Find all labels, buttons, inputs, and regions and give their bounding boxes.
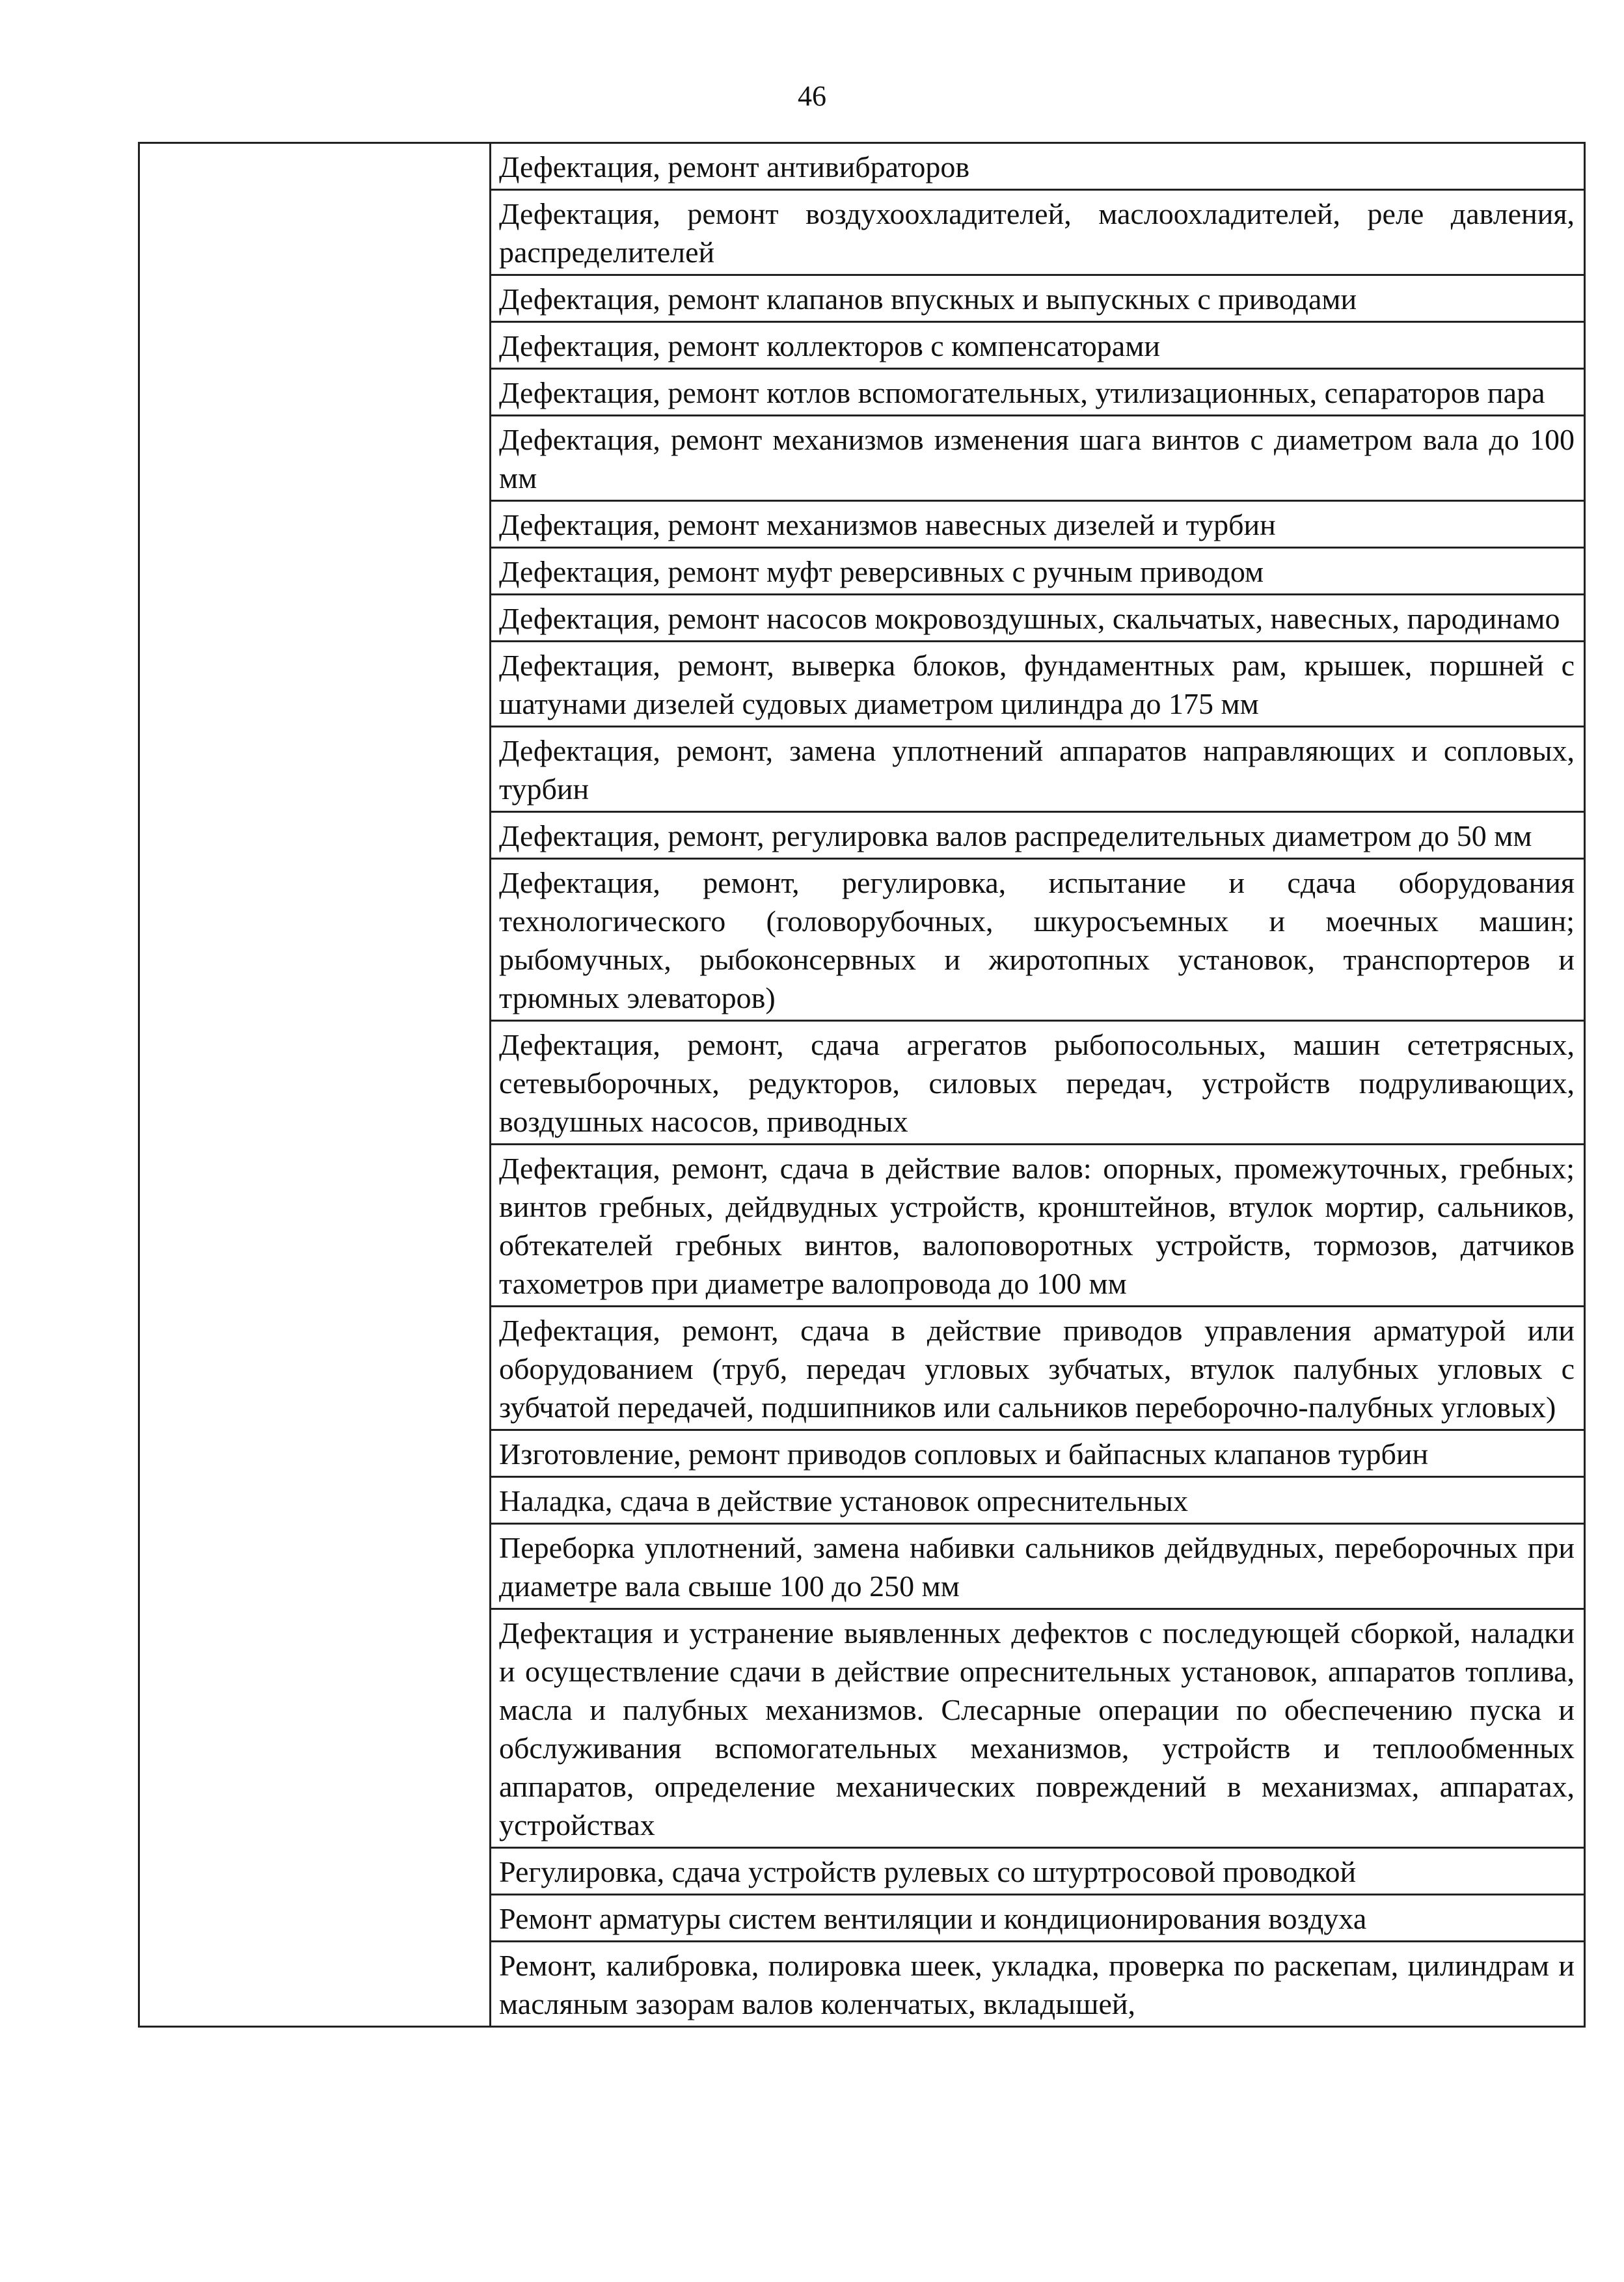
table-row-text: Дефектация, ремонт, выверка блоков, фундаментных рам, крышек, поршней с шатунами дизелей судовых диаметром цилиндра до 175 мм [491, 642, 1585, 727]
table-row-text: Дефектация, ремонт антивибраторов [491, 143, 1585, 190]
table-row [139, 143, 1585, 190]
table-row-text: Дефектация и устранение выявленных дефектов с последующей сборкой, наладки и осуществление сдачи в действие опреснительных установок, аппаратов топлива, масла и палубных механизмов. Слесарные операции по обеспечению пуска и обслуживания вспомогательных механизмов, устройств и теплообменных аппаратов, определение механических повреждений в механизмах, аппаратах, устройствах [491, 1609, 1585, 1848]
table-row-text: Изготовление, ремонт приводов сопловых и байпасных клапанов турбин [491, 1430, 1585, 1477]
table-row-text: Дефектация, ремонт коллекторов с компенсаторами [491, 322, 1585, 369]
table-row-text: Дефектация, ремонт муфт реверсивных с ручным приводом [491, 548, 1585, 595]
table-row-text: Регулировка, сдача устройств рулевых со штуртросовой проводкой [491, 1848, 1585, 1895]
table-row-text: Дефектация, ремонт насосов мокровоздушных, скальчатых, навесных, пародинамо [491, 595, 1585, 642]
table-row-text: Наладка, сдача в действие установок опреснительных [491, 1477, 1585, 1524]
work-types-table [138, 142, 1586, 2028]
table-row-text: Дефектация, ремонт, сдача в действие валов: опорных, промежуточных, гребных; винтов гребных, дейдвудных устройств, кронштейнов, втулок мортир, сальников, обтекателей гребных винтов, валоповоротных устройств, тормозов, датчиков тахометров при диаметре валопровода до 100 мм [491, 1145, 1585, 1307]
table-row-text: Переборка уплотнений, замена набивки сальников дейдвудных, переборочных при диаметре вала свыше 100 до 250 мм [491, 1524, 1585, 1609]
table-row-text: Дефектация, ремонт механизмов изменения шага винтов с диаметром вала до 100 мм [491, 416, 1585, 501]
table-row-text: Дефектация, ремонт воздухоохладителей, маслоохладителей, реле давления, распределителей [491, 190, 1585, 275]
page-number: 46 [798, 80, 826, 112]
table-row-text: Дефектация, ремонт, замена уплотнений аппаратов направляющих и сопловых, турбин [491, 727, 1585, 812]
table-row-text: Дефектация, ремонт, сдача агрегатов рыбопосольных, машин сететрясных, сетевыборочных, редукторов, силовых передач, устройств подруливающих, воздушных насосов, приводных [491, 1021, 1585, 1145]
table-row-text: Дефектация, ремонт механизмов навесных дизелей и турбин [491, 501, 1585, 548]
table-row-text: Дефектация, ремонт, регулировка, испытание и сдача оборудования технологического (головорубочных, шкуросъемных и моечных машин; рыбомучных, рыбоконсервных и жиротопных установок, транспортеров и трюмных элеваторов) [491, 859, 1585, 1021]
table-row-text: Ремонт, калибровка, полировка шеек, укладка, проверка по раскепам, цилиндрам и масляным зазорам валов коленчатых, вкладышей, [491, 1942, 1585, 2027]
table-row-text: Ремонт арматуры систем вентиляции и кондиционирования воздуха [491, 1895, 1585, 1942]
table-row-text: Дефектация, ремонт клапанов впускных и выпускных с приводами [491, 275, 1585, 322]
table-row-text: Дефектация, ремонт, регулировка валов распределительных диаметром до 50 мм [491, 812, 1585, 859]
left-empty-column [139, 143, 491, 2027]
table-row-text: Дефектация, ремонт, сдача в действие приводов управления арматурой или оборудованием (труб, передач угловых зубчатых, втулок палубных угловых с зубчатой передачей, подшипников или сальников переборочно-палубных угловых) [491, 1307, 1585, 1430]
table-row-text: Дефектация, ремонт котлов вспомогательных, утилизационных, сепараторов пара [491, 369, 1585, 416]
